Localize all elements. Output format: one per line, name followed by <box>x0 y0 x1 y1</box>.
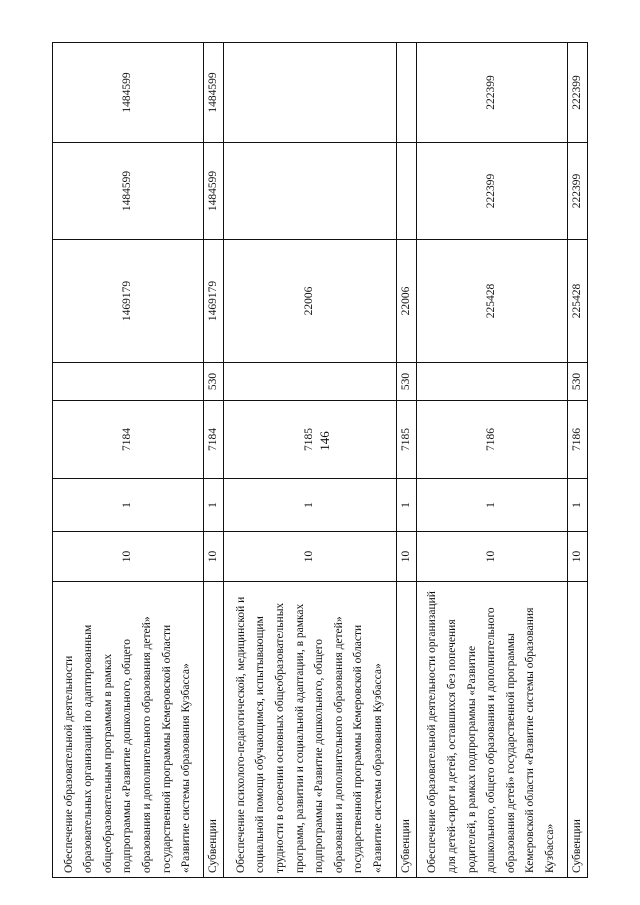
amount-year3-cell: 222399 <box>416 43 567 143</box>
table-row <box>224 43 397 878</box>
amount-year3-cell: 222399 <box>568 43 588 143</box>
subsection-cell: 1 <box>53 479 204 532</box>
subsection-cell: 1 <box>204 479 224 532</box>
target-code-cell: 7184 <box>53 401 204 479</box>
expense-type-cell: 530 <box>397 363 417 401</box>
amount-year2-cell <box>224 143 397 240</box>
amount-year3-cell: 1484599 <box>204 43 224 143</box>
expense-type-cell: 530 <box>204 363 224 401</box>
target-code-cell: 7186 <box>416 401 567 479</box>
section-cell: 10 <box>53 532 204 582</box>
target-code-cell: 7185 <box>224 401 397 479</box>
row-description: Субвенции <box>204 582 224 878</box>
table-row <box>204 43 224 878</box>
row-description: Обеспечение психолого-педагогической, медицинской и социальной помощи обучающимся, испытывающим трудности в освоении основных общеобразовательных программ, развитии и социальной адаптации, в рамках подпрограммы «Развитие дошкольного, общего образования и дополнительного образования детей» государственной программы Кемеровской области «Развитие системы образования Кузбасса» <box>224 582 397 878</box>
section-cell: 10 <box>224 532 397 582</box>
page-number: 146 <box>317 431 332 451</box>
expense-type-cell: 530 <box>568 363 588 401</box>
amount-year1-cell: 225428 <box>416 240 567 363</box>
amount-year1-cell: 225428 <box>568 240 588 363</box>
section-cell: 10 <box>416 532 567 582</box>
amount-year1-cell: 22006 <box>224 240 397 363</box>
expense-type-cell <box>224 363 397 401</box>
target-code-cell: 7186 <box>568 401 588 479</box>
amount-year1-cell: 1469179 <box>53 240 204 363</box>
section-cell: 10 <box>397 532 417 582</box>
expense-type-cell <box>416 363 567 401</box>
section-cell: 10 <box>204 532 224 582</box>
target-code-cell: 7185 <box>397 401 417 479</box>
amount-year2-cell: 1484599 <box>204 143 224 240</box>
table-row <box>397 43 417 878</box>
budget-table <box>52 42 588 878</box>
subsection-cell: 1 <box>568 479 588 532</box>
table-row <box>53 43 204 878</box>
amount-year2-cell: 1484599 <box>53 143 204 240</box>
expense-type-cell <box>53 363 204 401</box>
amount-year1-cell: 1469179 <box>204 240 224 363</box>
subsection-cell: 1 <box>416 479 567 532</box>
row-description: Субвенции <box>568 582 588 878</box>
section-cell: 10 <box>568 532 588 582</box>
table-row <box>568 43 588 878</box>
budget-table-rotated <box>52 43 588 878</box>
row-description: Обеспечение образовательной деятельности образовательных организаций по адаптированным общеобразовательным программам в рамках подпрограммы «Развитие дошкольного, общего образования и дополнительного образования детей» государственной программы Кемеровской области «Развитие системы образования Кузбасса» <box>53 582 204 878</box>
amount-year3-cell <box>397 43 417 143</box>
amount-year2-cell: 222399 <box>416 143 567 240</box>
target-code-cell: 7184 <box>204 401 224 479</box>
amount-year1-cell: 22006 <box>397 240 417 363</box>
amount-year3-cell: 1484599 <box>53 43 204 143</box>
subsection-cell: 1 <box>224 479 397 532</box>
row-description: Субвенции <box>397 582 417 878</box>
subsection-cell: 1 <box>397 479 417 532</box>
table-row <box>416 43 567 878</box>
row-description: Обеспечение образовательной деятельности организаций для детей-сирот и детей, оставшихся без попечения родителей, в рамках подпрограммы «Развитие дошкольного, общего образования и дополнительного образования детей» государственной программы Кемеровской области «Развитие системы образования Кузбасса» <box>416 582 567 878</box>
amount-year2-cell <box>397 143 417 240</box>
amount-year3-cell <box>224 43 397 143</box>
amount-year2-cell: 222399 <box>568 143 588 240</box>
